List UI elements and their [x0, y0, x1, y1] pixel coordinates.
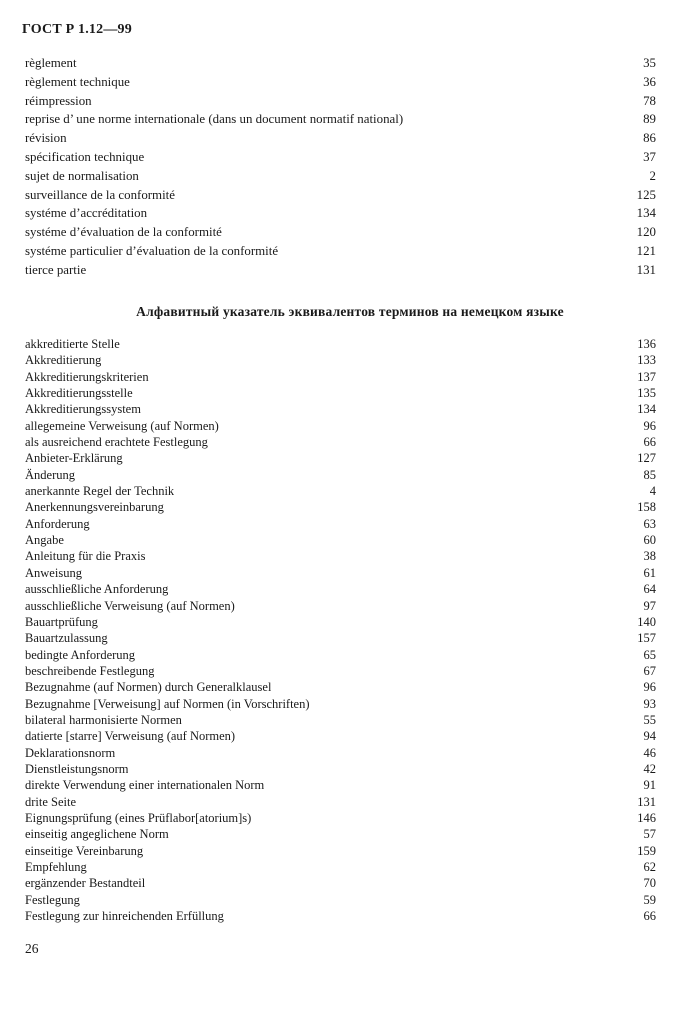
- index-row: [25, 75, 656, 94]
- index-page-ref: 131: [637, 794, 656, 809]
- index-row: [25, 909, 656, 925]
- index-row: [25, 169, 656, 188]
- index-row: [25, 435, 656, 451]
- index-page-ref: 120: [636, 225, 656, 240]
- index-page-ref: 59: [643, 892, 656, 907]
- index-page-ref: 86: [643, 131, 656, 146]
- index-page-ref: 135: [637, 386, 656, 401]
- index-term: Bezugnahme [Verweisung] auf Normen (in Vorschriften): [25, 696, 310, 711]
- index-page-ref: 158: [637, 500, 656, 515]
- index-row: [25, 517, 656, 533]
- index-row: [25, 386, 656, 402]
- index-page-ref: 134: [637, 402, 656, 417]
- index-term: anerkannte Regel der Technik: [25, 484, 175, 499]
- index-page-ref: 64: [643, 582, 656, 597]
- index-term: Festlegung zur hinreichenden Erfüllung: [25, 909, 224, 924]
- index-row: [25, 697, 656, 713]
- index-page-ref: 35: [643, 56, 656, 70]
- index-page-ref: 66: [643, 435, 656, 450]
- index-row: [25, 451, 656, 467]
- index-page-ref: 66: [643, 909, 656, 924]
- index-row: [25, 582, 656, 598]
- index-page-ref: 136: [637, 337, 656, 351]
- index-term: Akkreditierungskriterien: [25, 369, 149, 384]
- index-row: [25, 664, 656, 680]
- index-page-ref: 140: [637, 614, 656, 629]
- index-page-ref: 67: [643, 663, 656, 678]
- index-term: réimpression: [25, 93, 92, 108]
- index-page-ref: 121: [636, 243, 656, 258]
- index-page-ref: 60: [643, 533, 656, 548]
- french-index-list: [25, 56, 656, 282]
- index-term: règlement: [25, 56, 77, 70]
- index-term: einseitig angeglichene Norm: [25, 827, 169, 842]
- index-term: ergänzender Bestandteil: [25, 876, 146, 891]
- index-row: [25, 337, 656, 353]
- index-term: bilateral harmonisierte Normen: [25, 712, 182, 727]
- index-page-ref: 63: [643, 516, 656, 531]
- index-term: Bezugnahme (auf Normen) durch Generalklausel: [25, 680, 272, 695]
- index-page-ref: 38: [643, 549, 656, 564]
- index-page-ref: 37: [643, 149, 656, 164]
- index-row: [25, 680, 656, 696]
- index-page-ref: 93: [643, 696, 656, 711]
- index-term: systéme d’évaluation de la conformité: [25, 225, 222, 240]
- index-term: systéme particulier d’évaluation de la conformité: [25, 243, 279, 258]
- index-page-ref: 146: [637, 810, 656, 825]
- index-row: [25, 648, 656, 664]
- index-page-ref: 36: [643, 74, 656, 89]
- document-header: ГОСТ Р 1.12—99: [22, 22, 132, 37]
- index-term: datierte [starre] Verweisung (auf Normen): [25, 729, 236, 744]
- index-term: bedingte Anforderung: [25, 647, 136, 662]
- index-term: révision: [25, 131, 67, 146]
- index-row: [25, 827, 656, 843]
- index-row: [25, 131, 656, 150]
- index-term: einseitige Vereinbarung: [25, 843, 144, 858]
- index-page-ref: 70: [643, 876, 656, 891]
- index-row: [25, 500, 656, 516]
- index-page-ref: 42: [643, 761, 656, 776]
- index-term: Änderung: [25, 467, 75, 482]
- index-row: [25, 549, 656, 565]
- index-page-ref: 134: [636, 206, 656, 221]
- index-row: [25, 206, 656, 225]
- index-row: [25, 244, 656, 263]
- index-page-ref: 2: [649, 168, 656, 183]
- page-number: 26: [25, 941, 39, 956]
- index-row: [25, 225, 656, 244]
- index-page-ref: 85: [643, 467, 656, 482]
- index-row: [25, 150, 656, 169]
- index-term: Empfehlung: [25, 860, 87, 874]
- index-term: akkreditierte Stelle: [25, 337, 120, 351]
- german-index-list: [25, 337, 656, 925]
- index-row: [25, 56, 656, 75]
- index-term: ausschließliche Verweisung (auf Normen): [25, 598, 235, 613]
- index-term: Deklarationsnorm: [25, 745, 116, 760]
- index-row: [25, 876, 656, 892]
- index-row: [25, 599, 656, 615]
- index-row: [25, 370, 656, 386]
- index-row: [25, 713, 656, 729]
- index-row: [25, 263, 656, 282]
- index-page-ref: 61: [643, 565, 656, 580]
- index-term: drite Seite: [25, 794, 77, 809]
- index-row: [25, 533, 656, 549]
- index-term: Akkreditierungssystem: [25, 402, 141, 417]
- index-term: Akkreditierung: [25, 353, 102, 368]
- index-row: [25, 762, 656, 778]
- index-term: Anleitung für die Praxis: [25, 549, 146, 564]
- index-row: [25, 631, 656, 647]
- index-row: [25, 778, 656, 794]
- index-row: [25, 844, 656, 860]
- index-term: Angabe: [25, 533, 64, 548]
- index-row: [25, 615, 656, 631]
- index-page-ref: 89: [643, 112, 656, 127]
- index-term: Festlegung: [25, 892, 80, 907]
- index-row: [25, 188, 656, 207]
- index-row: [25, 468, 656, 484]
- index-term: règlement technique: [25, 74, 130, 89]
- index-page-ref: 127: [637, 451, 656, 466]
- index-row: [25, 402, 656, 418]
- index-term: Anweisung: [25, 565, 82, 580]
- index-page-ref: 55: [643, 712, 656, 727]
- index-term: Anforderung: [25, 516, 90, 531]
- index-page-ref: 46: [643, 745, 656, 760]
- index-term: Anbieter-Erklärung: [25, 451, 123, 466]
- index-page-ref: 125: [636, 187, 656, 202]
- index-row: [25, 729, 656, 745]
- index-page-ref: 133: [637, 353, 656, 368]
- index-row: [25, 860, 656, 876]
- index-row: [25, 566, 656, 582]
- index-page-ref: 78: [643, 93, 656, 108]
- section-heading-german-index: Алфавитный указатель эквивалентов терминов на немецком языке: [136, 304, 564, 319]
- index-term: allegemeine Verweisung (auf Normen): [25, 418, 219, 433]
- index-row: [25, 419, 656, 435]
- index-page-ref: 65: [643, 647, 656, 662]
- index-term: beschreibende Festlegung: [25, 663, 155, 678]
- index-term: als ausreichend erachtete Festlegung: [25, 435, 208, 450]
- index-row: [25, 795, 656, 811]
- index-term: sujet de normalisation: [25, 168, 139, 183]
- index-term: spécification technique: [25, 149, 145, 164]
- index-term: tierce partie: [25, 262, 87, 277]
- index-page-ref: 159: [637, 843, 656, 858]
- index-page-ref: 96: [643, 418, 656, 433]
- index-page-ref: 94: [643, 729, 656, 744]
- index-row: [25, 746, 656, 762]
- index-term: Akkreditierungsstelle: [25, 386, 133, 401]
- index-term: Bauartzulassung: [25, 631, 108, 646]
- index-row: [25, 811, 656, 827]
- index-term: Dienstleistungsnorm: [25, 761, 129, 776]
- index-row: [25, 484, 656, 500]
- index-term: ausschließliche Anforderung: [25, 582, 169, 597]
- index-page-ref: 57: [643, 827, 656, 842]
- index-page-ref: 137: [637, 369, 656, 384]
- index-row: [25, 353, 656, 369]
- index-term: reprise d’ une norme internationale (dans un document normatif national): [25, 112, 404, 127]
- index-term: direkte Verwendung einer internationalen Norm: [25, 778, 265, 793]
- index-row: [25, 94, 656, 113]
- index-page-ref: 62: [643, 860, 656, 874]
- index-term: Bauartprüfung: [25, 614, 98, 629]
- index-term: surveillance de la conformité: [25, 187, 175, 202]
- index-row: [25, 112, 656, 131]
- index-row: [25, 893, 656, 909]
- index-page-ref: 91: [643, 778, 656, 793]
- index-term: Eignungsprüfung (eines Prüflabor[atorium]s): [25, 810, 252, 825]
- index-term: systéme d’accréditation: [25, 206, 148, 221]
- index-page-ref: 96: [643, 680, 656, 695]
- index-page-ref: 97: [643, 598, 656, 613]
- index-page-ref: 4: [649, 484, 656, 499]
- index-page-ref: 157: [637, 631, 656, 646]
- index-page-ref: 131: [636, 262, 656, 277]
- index-term: Anerkennungsvereinbarung: [25, 500, 164, 515]
